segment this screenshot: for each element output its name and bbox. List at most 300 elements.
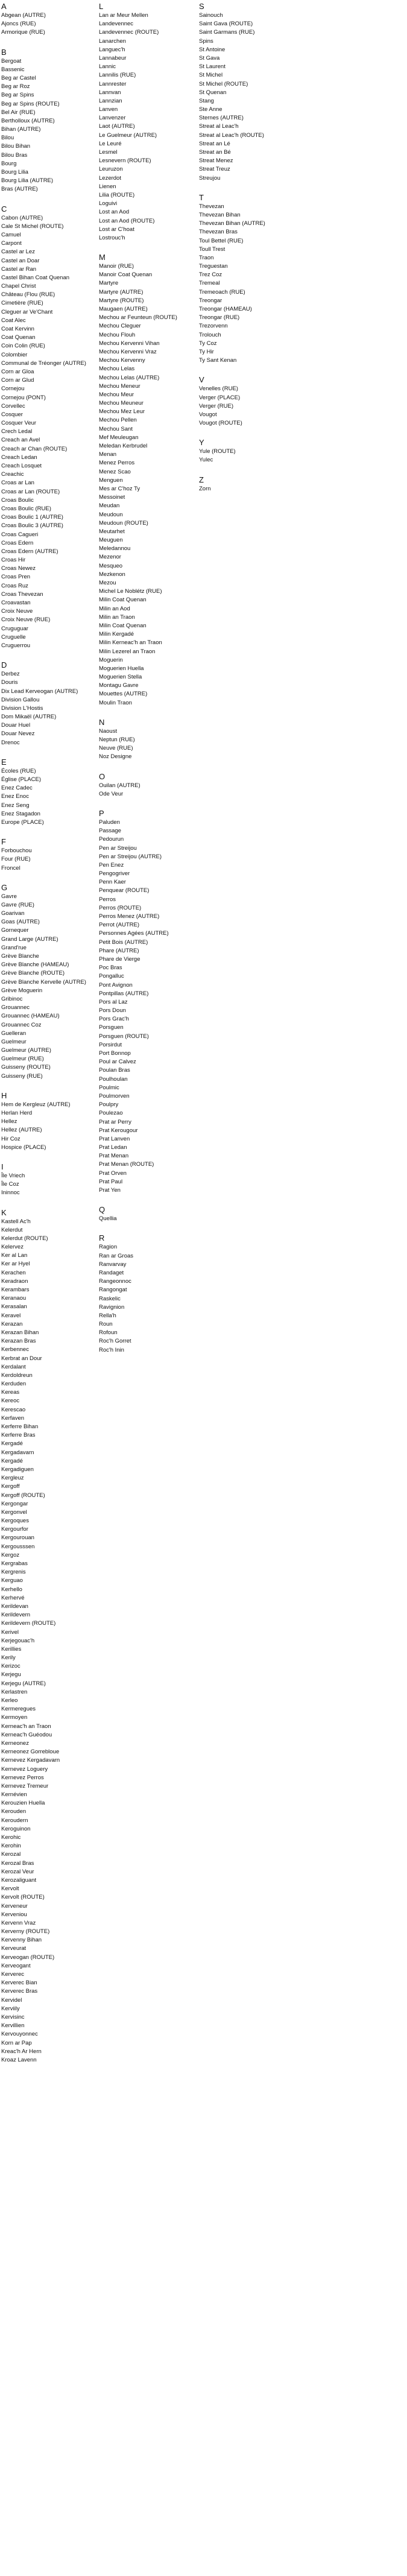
street-name: Meuguen (99, 537, 123, 544)
street-name: Kerazan Bras (1, 1338, 36, 1345)
street-name: Pors Grac'h (99, 1016, 129, 1023)
street-name: Vougot (199, 411, 217, 418)
street-name: Mes ar C'hoz Ty (99, 485, 140, 492)
street-name: Kreac'h Ar Hern (1, 2048, 42, 2055)
street-name: Mechou Kervenni Vihan (99, 340, 160, 347)
street-name: Lannilis (RUE) (99, 72, 136, 79)
street-name: Leuruzon (99, 166, 123, 173)
street-name: Kervolt (1, 1885, 19, 1893)
street-name: Lanarchen (99, 37, 126, 45)
street-name: Mezou (99, 580, 116, 586)
street-name: Grouannec (1, 1004, 30, 1011)
street-name: Milin an Traon (99, 613, 135, 621)
street-name: Kervenn Vraz (1, 1919, 36, 1926)
street-name: Yule (ROUTE) (199, 448, 236, 455)
street-name: Venelles (RUE) (199, 385, 238, 393)
street-name: Kerbrat an Dour (1, 1355, 42, 1362)
street-name: Croas Edern (1, 539, 34, 546)
section-letter: Z (199, 475, 204, 484)
street-name: Kelerdut (1, 1226, 23, 1233)
street-list (99, 818, 232, 1195)
street-name: Montagu Gavre (99, 682, 139, 689)
letter-section (99, 808, 232, 1195)
street-name: Croas Boulic 1 (AUTRE) (1, 514, 63, 521)
street-name: Creach Ledan (1, 454, 37, 461)
section-letter: G (1, 882, 8, 892)
street-name: Lost an Aod (ROUTE) (99, 217, 155, 224)
street-name: Grève Blanche (ROUTE) (1, 970, 65, 977)
street-name: Guisseny (ROUTE) (1, 1064, 51, 1071)
street-name: Porsguen (ROUTE) (99, 1033, 149, 1040)
street-name: Mef Meuleugan (99, 434, 139, 441)
street-name: Kergrabas (1, 1560, 28, 1567)
street-name: Grouannec (HAMEAU) (1, 1013, 60, 1020)
street-name: Cruguerrou (1, 642, 31, 649)
street-name: Croas Hir (1, 557, 26, 564)
street-name: Écoles (RUE) (1, 767, 36, 774)
street-name: Castel ar Lez (1, 248, 35, 256)
street-name: Bilou Bihan (1, 143, 31, 150)
street-name: Colombier (1, 351, 28, 358)
street-name: St Antoine (199, 46, 226, 53)
street-name: Coat Kervinn (1, 326, 34, 332)
street-name: Armorique (RUE) (1, 29, 45, 36)
street-name: Menez Perros (99, 460, 135, 467)
street-name: Messoinet (99, 494, 125, 501)
street-name: Bourg Lilia (1, 169, 28, 176)
street-name: Ode Veur (99, 790, 124, 797)
street-name: Kerneonez (1, 1739, 29, 1747)
street-name: Creach an Avel (1, 437, 40, 444)
street-name: Mesqueo (99, 562, 123, 569)
street-name: Streat an Bé (199, 149, 231, 156)
street-name: Kermoyen (1, 1714, 28, 1721)
street-name: Rangeonnoc (99, 1278, 131, 1285)
street-name: Ker al Lan (1, 1252, 28, 1259)
street-name: Kervenny Bihan (1, 1937, 42, 1944)
street-name: Lost an Aod (99, 209, 130, 216)
street-name: Kermeregues (1, 1706, 36, 1713)
street-name: Kernevez Perros (1, 1774, 44, 1781)
street-name: Kerveneur (1, 1902, 28, 1910)
street-name: Verger (RUE) (199, 402, 234, 410)
street-name: Perros Menez (AUTRE) (99, 913, 160, 920)
street-name: Île Coz (1, 1181, 19, 1188)
street-name: Kerhervé (1, 1594, 25, 1601)
street-name: Enez Seng (1, 802, 30, 809)
street-name: Croix Neuve (RUE) (1, 616, 51, 624)
street-name: Ouilan (AUTRE) (99, 782, 140, 789)
street-name: Kerillies (1, 1645, 22, 1653)
street-name: Guelmeur (1, 1038, 27, 1045)
street-name: Kergrenis (1, 1569, 26, 1576)
street-name: Le Guelmeur (AUTRE) (99, 131, 157, 139)
street-name: Saint Gava (ROUTE) (199, 21, 253, 28)
street-list (199, 203, 332, 366)
street-name: St Michel (199, 72, 223, 79)
letter-section (199, 437, 332, 464)
street-name: Trezorvenn (199, 323, 228, 330)
street-name: Mezenor (99, 554, 121, 561)
street-name: Kernévien (1, 1791, 27, 1799)
street-list (99, 782, 232, 799)
street-name: Mechou Cleguer (99, 323, 141, 330)
street-name: Lannrester (99, 80, 127, 87)
street-name: Creachic (1, 471, 24, 478)
street-name: Moguerin (99, 656, 123, 663)
street-name: Streujou (199, 174, 221, 182)
street-name: Kervouyonnec (1, 2031, 38, 2038)
street-name: Kereoc (1, 1397, 20, 1405)
street-name: Ravignion (99, 1303, 125, 1311)
street-name: Kergourouan (1, 1534, 34, 1542)
street-name: Tremeal (199, 280, 220, 287)
street-name: Prat Yen (99, 1187, 121, 1194)
street-name: Prat Orven (99, 1169, 127, 1177)
street-name: Douris (1, 679, 18, 686)
street-name: Streat al Leac'h (ROUTE) (199, 131, 264, 139)
street-name: Kergadiguen (1, 1466, 34, 1473)
letter-section (99, 1204, 232, 1223)
section-letter: Q (99, 1205, 106, 1215)
street-name: Porsguen (99, 1024, 124, 1031)
street-name: Grève Moguerin (1, 987, 43, 994)
street-name: Cornejou (PONT) (1, 394, 46, 401)
street-list (99, 727, 232, 762)
street-name: Poulhoulan (99, 1075, 128, 1083)
street-name: Pedourun (99, 836, 124, 843)
street-name: Ran ar Groas (99, 1252, 134, 1259)
street-name: Kroaz Lavenn (1, 2056, 37, 2063)
street-name: Neptun (RUE) (99, 736, 135, 743)
street-name: Lan ar Meur Mellen (99, 12, 148, 19)
section-letter: T (199, 192, 204, 202)
street-name: Cimetière (RUE) (1, 300, 43, 307)
street-name: Kerverec Bras (1, 1988, 38, 1995)
street-name: Kerivel (1, 1628, 19, 1636)
street-name: Kerildevern (ROUTE) (1, 1620, 56, 1627)
street-name: Martyre (AUTRE) (99, 288, 144, 296)
street-name: Treguestan (199, 263, 228, 270)
street-name: Kerhello (1, 1586, 22, 1593)
street-name: Menan (99, 451, 117, 458)
street-name: Perros (ROUTE) (99, 904, 142, 911)
street-name: Grève Blanche (HAMEAU) (1, 961, 69, 969)
street-name: Prat Paul (99, 1178, 123, 1185)
street-name: Mechou Kervenny (99, 357, 145, 364)
street-name: Penn Kaer (99, 879, 126, 886)
street-name: Kerfaven (1, 1414, 25, 1422)
street-name: Corn ar Gloa (1, 368, 34, 375)
street-name: Cruguguar (1, 625, 28, 632)
street-name: Four (RUE) (1, 856, 31, 863)
street-name: Kerdalant (1, 1363, 26, 1370)
street-name: Kerleo (1, 1697, 18, 1704)
street-name: Toull Trest (199, 245, 226, 253)
street-name: Rofoun (99, 1329, 118, 1337)
street-name: Kerozal Veur (1, 1868, 34, 1875)
street-name: Église (PLACE) (1, 776, 41, 783)
street-name: Poulpry (99, 1101, 119, 1109)
street-name: Phare de Vierge (99, 955, 140, 963)
street-name: Division L'Hostis (1, 704, 43, 712)
street-name: Enez Cadec (1, 785, 33, 792)
street-name: Coat Quenan (1, 334, 36, 341)
street-name: Thevezan Bras (199, 229, 238, 236)
street-name: Randaget (99, 1269, 124, 1276)
street-name: Hellez (1, 1118, 17, 1125)
street-name: Toul Bettel (RUE) (199, 237, 244, 244)
street-list (99, 1215, 232, 1223)
street-name: Kerozal Bras (1, 1859, 34, 1867)
street-name: Milin Kerneac'h an Traon (99, 639, 162, 647)
street-name: St Quenan (199, 89, 227, 96)
street-name: Traon (199, 254, 214, 261)
street-name: Cosquer (1, 411, 23, 418)
street-name: Bertholloux (AUTRE) (1, 117, 55, 124)
street-name: Grand'rue (1, 944, 27, 951)
street-name: Kergleuz (1, 1475, 24, 1482)
street-name: Kergadé (1, 1440, 23, 1448)
street-name: Hir Coz (1, 1135, 21, 1142)
street-name: Treongar (199, 297, 222, 304)
street-name: Kergadavarn (1, 1449, 34, 1456)
street-name: Dom Mikaël (AUTRE) (1, 714, 57, 721)
street-name: Prat Menan (99, 1153, 129, 1160)
street-name: Cale St Michel (ROUTE) (1, 223, 64, 230)
street-name: Croas Boulic 3 (AUTRE) (1, 522, 63, 530)
street-name: Castel Bihan Coat Quenan (1, 274, 70, 281)
street-name: Porsirdut (99, 1041, 122, 1048)
street-name: Ty Sant Kenan (199, 357, 237, 364)
street-name: Creach Losquet (1, 463, 42, 469)
street-name: Grève Blanche (1, 953, 39, 960)
street-name: Mouettes (AUTRE) (99, 691, 148, 698)
street-name: Landevennec (99, 21, 134, 28)
street-name: Paluden (99, 818, 120, 826)
street-name: Thevezan Bihan (AUTRE) (199, 220, 265, 227)
street-name: Croas ar Lan (ROUTE) (1, 488, 60, 495)
street-name: Rella'h (99, 1312, 116, 1319)
letter-section (99, 717, 232, 762)
street-name: St Michel (ROUTE) (199, 80, 248, 87)
street-name: Rangongat (99, 1286, 127, 1294)
street-name: Beg ar Castel (1, 74, 36, 81)
street-name: Maugaen (AUTRE) (99, 306, 148, 312)
street-name: Kerveniou (1, 1911, 27, 1918)
street-name: Hellez (AUTRE) (1, 1127, 42, 1134)
street-name: Enez Stagadon (1, 810, 40, 817)
street-name: Goarivan (1, 910, 25, 917)
street-name: Pont Avignon (99, 981, 133, 989)
street-name: Kerveogan (ROUTE) (1, 1954, 55, 1961)
street-name: Kergousssen (1, 1543, 35, 1550)
street-name: Chapel Christ (1, 283, 36, 290)
street-name: Mechou Mez Leur (99, 408, 145, 416)
street-name: Kergoff (1, 1483, 20, 1490)
street-name: Pontpillas (AUTRE) (99, 990, 149, 997)
street-name: Prat Menan (ROUTE) (99, 1161, 154, 1168)
street-name: Lannzian (99, 97, 122, 104)
street-name: Bel Air (RUE) (1, 109, 36, 116)
street-name: Grouannec Coz (1, 1021, 42, 1028)
street-name: Corvellec (1, 402, 25, 410)
street-name: Abgean (AUTRE) (1, 12, 46, 19)
street-name: Kergadé (1, 1457, 23, 1464)
street-name: Keroguinon (1, 1825, 31, 1832)
street-name: Streat al Leac'h (199, 123, 239, 130)
street-name: Château (Flou (RUE) (1, 291, 55, 299)
street-name: Ininnoc (1, 1189, 20, 1197)
street-name: Milin Coat Quenan (99, 597, 147, 604)
street-name: Poul ar Calvez (99, 1059, 136, 1066)
street-name: Kervisinc (1, 2013, 25, 2021)
street-name: Pen Enez (99, 861, 124, 869)
street-name: Martyre (ROUTE) (99, 297, 144, 304)
street-name: Michel Le Noblétz (RUE) (99, 588, 162, 595)
street-name: Kerouden (1, 1808, 27, 1815)
street-name: Milin an Aod (99, 605, 130, 612)
street-name: Prat Ledan (99, 1144, 127, 1151)
street-name: Personnes Agées (AUTRE) (99, 930, 169, 937)
street-name: Bourg (1, 160, 17, 167)
street-name: Meudan (99, 502, 120, 510)
street-name: Kerozaliguant (1, 1876, 37, 1884)
street-name: Kerneonez Gorrebloue (1, 1748, 60, 1756)
street-name: Bilou (1, 134, 14, 142)
street-name: Dix Lead Kerveogan (AUTRE) (1, 688, 78, 695)
street-name: Meutarhet (99, 528, 125, 535)
street-name: Petit Bois (AUTRE) (99, 938, 148, 946)
street-list (199, 448, 332, 464)
street-name: Milin Coat Quenan (99, 622, 147, 629)
section-letter: H (1, 1090, 7, 1100)
street-name: Guisseny (RUE) (1, 1072, 43, 1080)
street-name: Naoust (99, 727, 118, 735)
street-name: Kerverec Bian (1, 1979, 37, 1987)
street-name: Croix Neuve (1, 608, 33, 615)
section-letter: R (99, 1233, 105, 1243)
street-name: Tremeoach (RUE) (199, 288, 245, 296)
street-name: Gavre (RUE) (1, 901, 34, 908)
street-name: Kerildevan (1, 1603, 28, 1610)
street-name: Cosquer Veur (1, 420, 37, 427)
section-letter: N (99, 717, 105, 727)
street-name: Kerjegu (AUTRE) (1, 1680, 46, 1687)
street-name: Ranvarvay (99, 1261, 127, 1268)
street-name: Zorn (199, 485, 211, 492)
street-name: Ty Hir (199, 348, 214, 355)
street-name: Kergonvel (1, 1508, 27, 1516)
street-name: Lost ar C'hoat (99, 226, 134, 233)
street-name: Kerjegu (1, 1671, 21, 1679)
street-name: Kerozal (1, 1851, 21, 1858)
street-name: Europe (PLACE) (1, 818, 44, 826)
street-name: Kerasalan (1, 1303, 27, 1311)
street-name: Passage (99, 828, 121, 835)
street-name: Coat Alec (1, 317, 26, 324)
street-name: Mechou Pellen (99, 417, 137, 424)
street-name: Kerazan Bihan (1, 1329, 39, 1336)
street-name: Penquear (ROUTE) (99, 887, 150, 894)
street-name: Thevezan Bihan (199, 211, 241, 218)
street-name: Streat an Lé (199, 140, 230, 147)
street-name: Hem de Kergleuz (AUTRE) (1, 1101, 71, 1108)
street-name: Ragion (99, 1244, 118, 1251)
street-name: Froncel (1, 864, 21, 872)
street-name: Guelmeur (AUTRE) (1, 1047, 51, 1054)
street-name: Enez Enoc (1, 793, 29, 800)
street-name: Castel ar Ran (1, 265, 37, 273)
street-name: St Laurent (199, 63, 226, 71)
street-name: Lanvenzer (99, 115, 126, 122)
street-name: Mechou Lelas (AUTRE) (99, 374, 160, 381)
street-name: Kerohic (1, 1834, 21, 1841)
section-letter: F (1, 837, 6, 847)
street-name: Poc Bras (99, 964, 122, 972)
street-name: Mechou ar Feunteun (ROUTE) (99, 314, 177, 321)
street-name: Cleguer ar Ve'Chant (1, 308, 53, 315)
street-name: Sainouch (199, 12, 223, 19)
street-name: Douar Huel (1, 722, 31, 729)
street-name: Kervidel (1, 1996, 22, 2004)
letter-section (199, 1, 332, 183)
street-name: Manoir Coat Quenan (99, 271, 153, 279)
street-name: Gavre (1, 893, 17, 900)
street-name: Kergourfor (1, 1526, 28, 1533)
street-name: Ty Coz (199, 340, 217, 347)
section-letter: V (199, 375, 204, 385)
street-name: Kerizoc (1, 1663, 21, 1670)
street-name: Kerdoldreun (1, 1372, 33, 1379)
street-name: Kereas (1, 1389, 20, 1396)
street-list (199, 485, 332, 493)
street-name: Douar Nevez (1, 730, 35, 738)
street-name: Herlan Herd (1, 1110, 33, 1116)
street-name: Perrot (AUTRE) (99, 922, 140, 929)
street-name: Kerohin (1, 1843, 21, 1850)
letter-section (199, 192, 332, 366)
street-name: Menez Scao (99, 468, 131, 475)
street-name: Bilou Bras (1, 151, 28, 159)
street-name: Lesmel (99, 149, 118, 156)
street-name: Kerlastren (1, 1688, 28, 1695)
street-name: Trolouch (199, 331, 221, 338)
street-name: Goas (AUTRE) (1, 919, 40, 926)
street-name: Bassenic (1, 66, 25, 73)
street-name: Poulmorven (99, 1092, 130, 1100)
street-name: Croas Newez (1, 565, 36, 572)
street-name: Kerduden (1, 1381, 27, 1388)
street-name: Meledan Kerbrudel (99, 443, 148, 449)
street-name: Laot (AUTRE) (99, 123, 135, 130)
street-name: Meudoun (99, 511, 123, 518)
street-name: Lilia (ROUTE) (99, 191, 135, 198)
street-name: Streat Treuz (199, 166, 230, 173)
street-name: Lannabeur (99, 54, 127, 62)
section-letter: M (99, 253, 106, 262)
street-name: Kergoz (1, 1551, 20, 1559)
street-list (99, 1243, 232, 1354)
street-name: Bergoat (1, 57, 22, 65)
street-name: Communal de Tréonger (AUTRE) (1, 359, 86, 367)
street-name: Lannvan (99, 89, 121, 96)
street-name: Roun (99, 1321, 113, 1328)
street-name: Carpont (1, 240, 22, 247)
street-name: Milin Kergadé (99, 631, 134, 638)
street-name: Keravel (1, 1312, 21, 1319)
street-name: Kernevez Kergadavarn (1, 1757, 60, 1764)
